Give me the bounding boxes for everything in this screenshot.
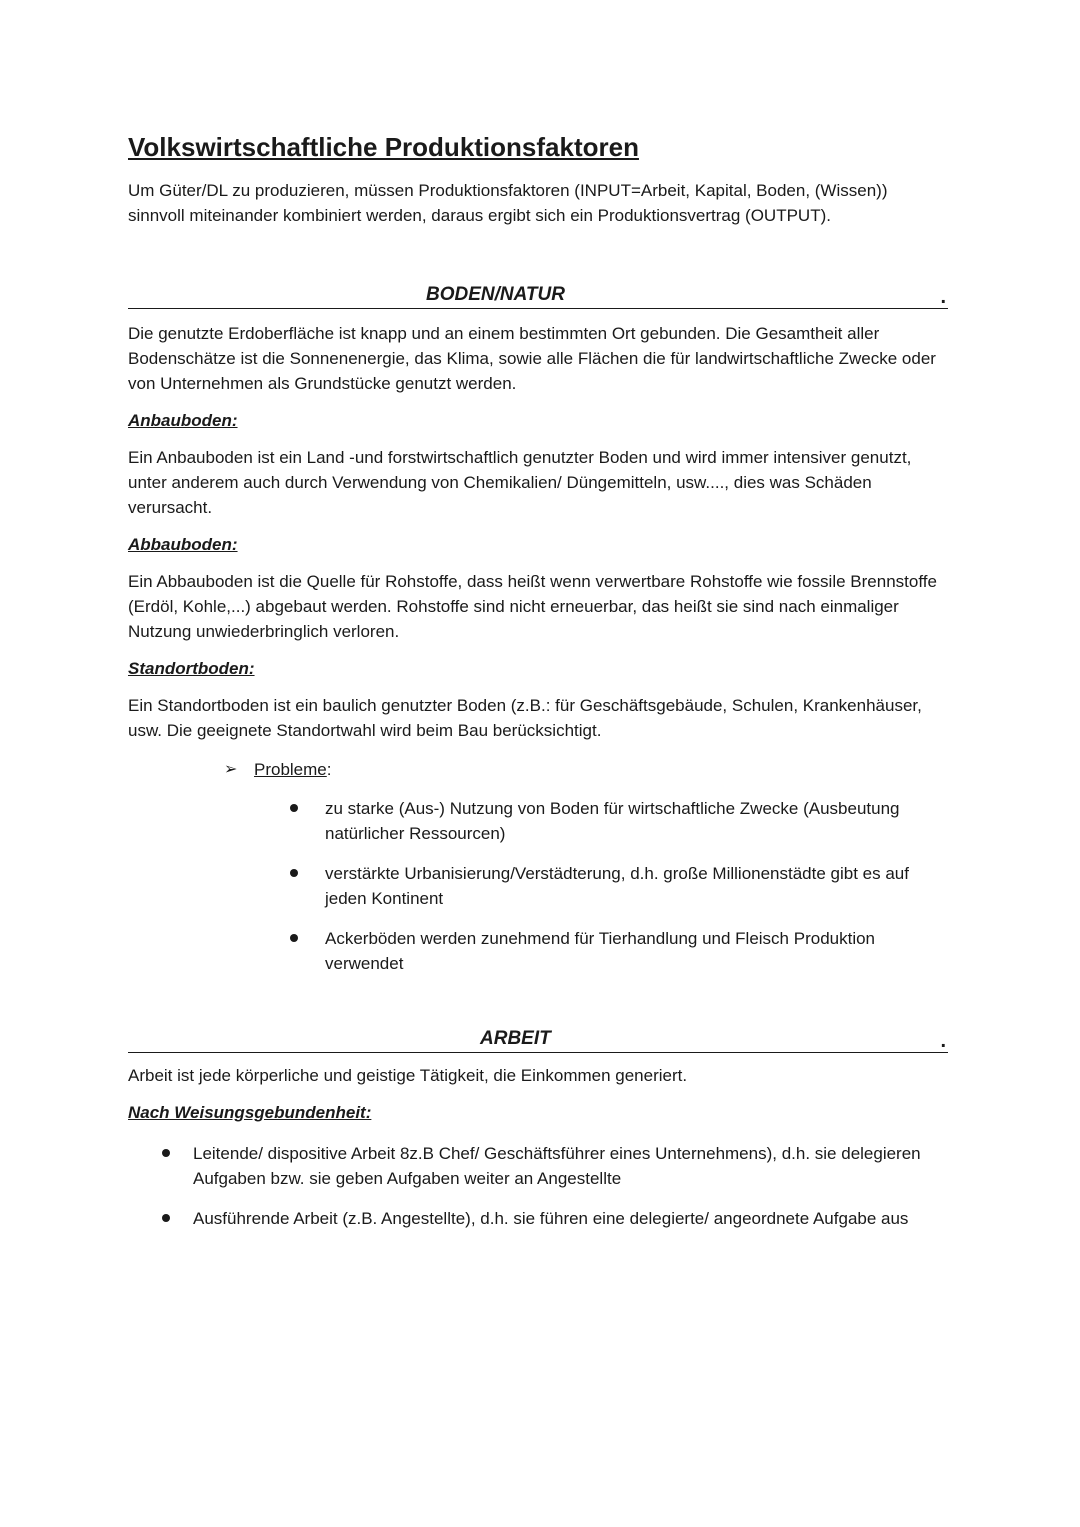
bullet-icon [290,804,298,812]
section-heading-boden-dot: . [940,286,946,308]
work-types-list [128,1141,948,1231]
section-heading-boden [128,280,948,309]
section-heading-arbeit-label: ARBEIT [480,1028,551,1049]
list-item [128,1141,948,1191]
bullet-icon [290,869,298,877]
list-item [290,796,948,846]
problems-colon: : [326,760,332,779]
subheading-abbauboden: Abbauboden: [128,535,238,554]
abbauboden-paragraph: Ein Abbauboden ist die Quelle für Rohstoffe, dass heißt wenn verwertbare Rohstoffe wie fossile Brennstoffe (Erdöl, Kohle,...) abgebaut werden. Rohstoffe sind nicht erneuerbar, das heißt sie sind nach einmaliger Nutzung unwiederbringlich verloren. [128,572,937,641]
list-item-text: Ausführende Arbeit (z.B. Angestellte), d.h. sie führen eine delegierte/ angeordnete Aufgabe aus [193,1209,909,1228]
standortboden-paragraph: Ein Standortboden ist ein baulich genutzter Boden (z.B.: für Geschäftsgebäude, Schulen, Krankenhäuser, usw. Die geeignete Standortwahl wird beim Bau berücksichtigt. [128,696,922,740]
list-item [290,926,948,976]
list-item-text: Ackerböden werden zunehmend für Tierhandlung und Fleisch Produktion verwendet [325,929,876,973]
list-item [128,1206,948,1231]
boden-intro-paragraph: Die genutzte Erdoberfläche ist knapp und an einem bestimmten Ort gebunden. Die Gesamtheit aller Bodenschätze ist die Sonnenenergie, das Klima, sowie alle Flächen die für landwirtschaftliche Zwecke oder von Unternehmen als Grundstücke genutzt werden. [128,324,936,393]
section-heading-boden-label: BODEN/NATUR [426,284,565,305]
section-heading-arbeit [128,1024,948,1053]
problems-label: Probleme [254,760,327,779]
subheading-weisungsgebundenheit: Nach Weisungsgebundenheit: [128,1103,372,1122]
subheading-standortboden: Standortboden: [128,659,255,678]
document-title: Volkswirtschaftliche Produktionsfaktoren [128,132,639,162]
list-item-text: verstärkte Urbanisierung/Verstädterung, d.h. große Millionenstädte gibt es auf jeden Kontinent [325,864,909,908]
list-item-text: zu starke (Aus-) Nutzung von Boden für wirtschaftliche Zwecke (Ausbeutung natürlicher Ressourcen) [325,799,900,843]
problems-block [224,757,948,976]
list-item [290,861,948,911]
problems-heading [224,757,948,782]
section-heading-arbeit-dot: . [940,1030,946,1052]
arrow-bullet-icon: ➢ [224,761,238,778]
document-content [128,128,948,1246]
subheading-anbauboden: Anbauboden: [128,411,238,430]
bullet-icon [290,934,298,942]
bullet-icon [162,1149,170,1157]
list-item-text: Leitende/ dispositive Arbeit 8z.B Chef/ Geschäftsführer eines Unternehmens), d.h. sie delegieren Aufgaben bzw. sie geben Aufgaben weiter an Angestellte [193,1144,921,1188]
arbeit-intro-paragraph: Arbeit ist jede körperliche und geistige Tätigkeit, die Einkommen generiert. [128,1066,688,1085]
bullet-icon [162,1214,170,1222]
anbauboden-paragraph: Ein Anbauboden ist ein Land -und forstwirtschaftlich genutzter Boden und wird immer intensiver genutzt, unter anderem auch durch Verwendung von Chemikalien/ Düngemitteln, usw...., dies was Schäden verursacht. [128,448,912,517]
intro-paragraph: Um Güter/DL zu produzieren, müssen Produktionsfaktoren (INPUT=Arbeit, Kapital, Boden, (Wissen)) sinnvoll miteinander kombiniert werden, daraus ergibt sich ein Produktionsvertrag (OUTPUT). [128,181,888,225]
problems-list [290,796,948,976]
